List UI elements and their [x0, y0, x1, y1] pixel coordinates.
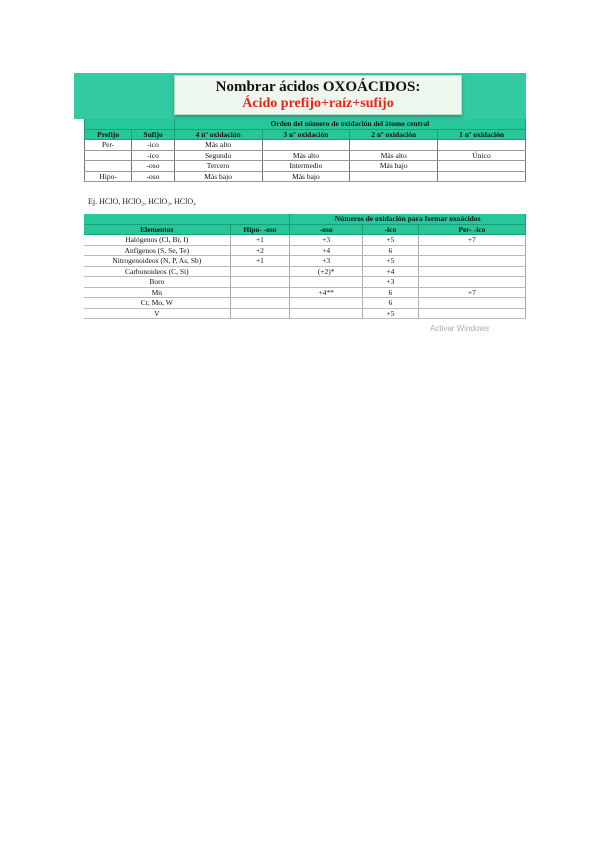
table-row: [85, 161, 526, 172]
cell: V: [84, 308, 230, 319]
cell: [418, 256, 525, 267]
cell: Más bajo: [174, 171, 262, 182]
table-row: [84, 235, 526, 246]
cell: -oso: [132, 161, 174, 172]
cell: [262, 140, 350, 151]
table-row: [85, 150, 526, 161]
cell: [85, 150, 132, 161]
cell: Mn: [84, 287, 230, 298]
table-row: [84, 298, 526, 309]
cell: +7: [418, 235, 525, 246]
table-row: [84, 245, 526, 256]
cell: +4**: [290, 287, 363, 298]
cell: Más alto: [350, 150, 438, 161]
cell: +2: [230, 245, 290, 256]
cell: +4: [363, 266, 419, 277]
table-group-header-row: [85, 119, 526, 129]
cell: Más bajo: [262, 171, 350, 182]
table-row: [85, 171, 526, 182]
header-cell: Elementos: [84, 224, 230, 235]
header-cell: Per- -ico: [418, 224, 525, 235]
cell: 6: [363, 245, 419, 256]
header-cell: 2 nº oxidación: [350, 129, 438, 140]
cell: [230, 298, 290, 309]
cell: Boro: [84, 277, 230, 288]
cell: Único: [438, 150, 526, 161]
cell: +5: [363, 235, 419, 246]
cell: [85, 161, 132, 172]
cell: [230, 277, 290, 288]
cell: Más alto: [262, 150, 350, 161]
header-cell: Sufijo: [132, 129, 174, 140]
title-main: Nombrar ácidos OXOÁCIDOS:: [215, 79, 421, 95]
table-row: [85, 140, 526, 151]
cell: +5: [363, 308, 419, 319]
cell: [350, 140, 438, 151]
cell: [290, 308, 363, 319]
cell: Nitrogenoideos (N, P, As, Sb): [84, 256, 230, 267]
cell: Carbonoideos (C, Si): [84, 266, 230, 277]
header-cell: -ico: [363, 224, 419, 235]
cell: +5: [363, 256, 419, 267]
cell: -ico: [132, 140, 174, 151]
slide: [74, 73, 526, 341]
header-cell: Hipo- -oso: [230, 224, 290, 235]
cell: -ico: [132, 150, 174, 161]
cell: [290, 277, 363, 288]
cell: [418, 298, 525, 309]
title-formula: Ácido prefijo+raíz+sufijo: [242, 96, 394, 111]
table-row: [84, 277, 526, 288]
cell: +3: [290, 256, 363, 267]
table-row: [84, 266, 526, 277]
cell: +3: [363, 277, 419, 288]
cell: [350, 171, 438, 182]
cell: Más bajo: [350, 161, 438, 172]
cell: Intermedio: [262, 161, 350, 172]
title-box: [174, 75, 462, 115]
header-cell: 3 nº oxidación: [262, 129, 350, 140]
cell: +4: [290, 245, 363, 256]
cell: +7: [418, 287, 525, 298]
cell: [438, 140, 526, 151]
cell: +1: [230, 235, 290, 246]
header-cell: 4 nº oxidación: [174, 129, 262, 140]
cell: Per-: [85, 140, 132, 151]
cell: [438, 171, 526, 182]
cell: (+2)*: [290, 266, 363, 277]
table-header-row: [85, 129, 526, 140]
example-note: Ej. HClO, HClO₂, HClO₃, HClO₄: [88, 197, 196, 206]
cell: +3: [290, 235, 363, 246]
header-cell: Prefijo: [85, 129, 132, 140]
header-cell: -oso: [290, 224, 363, 235]
table-row: [84, 308, 526, 319]
cell: Segundo: [174, 150, 262, 161]
windows-activation-watermark: Activar Windows: [430, 324, 490, 333]
group-header: Orden del número de oxidación del átomo central: [174, 119, 525, 129]
cell: Más alto: [174, 140, 262, 151]
cell: [418, 308, 525, 319]
oxidation-numbers-table: [84, 214, 526, 319]
cell: Hipo-: [85, 171, 132, 182]
table-row: [84, 256, 526, 267]
cell: 6: [363, 298, 419, 309]
cell: +1: [230, 256, 290, 267]
cell: Tercero: [174, 161, 262, 172]
cell: [290, 298, 363, 309]
cell: [418, 266, 525, 277]
cell: [438, 161, 526, 172]
prefix-suffix-table: [84, 119, 526, 182]
cell: [230, 287, 290, 298]
cell: [230, 266, 290, 277]
cell: 6: [363, 287, 419, 298]
cell: Cr, Mo, W: [84, 298, 230, 309]
header-cell: 1 nº oxidación: [438, 129, 526, 140]
cell: Anfígenos (S, Se, Te): [84, 245, 230, 256]
cell: Halógenos (Cl, Br, I): [84, 235, 230, 246]
table-group-header-row: [84, 214, 526, 224]
cell: -oso: [132, 171, 174, 182]
cell: [418, 245, 525, 256]
group-header: Números de oxidación para formar oxoácidos: [290, 214, 526, 224]
table-header-row: [84, 224, 526, 235]
cell: [230, 308, 290, 319]
table-row: [84, 287, 526, 298]
cell: [418, 277, 525, 288]
